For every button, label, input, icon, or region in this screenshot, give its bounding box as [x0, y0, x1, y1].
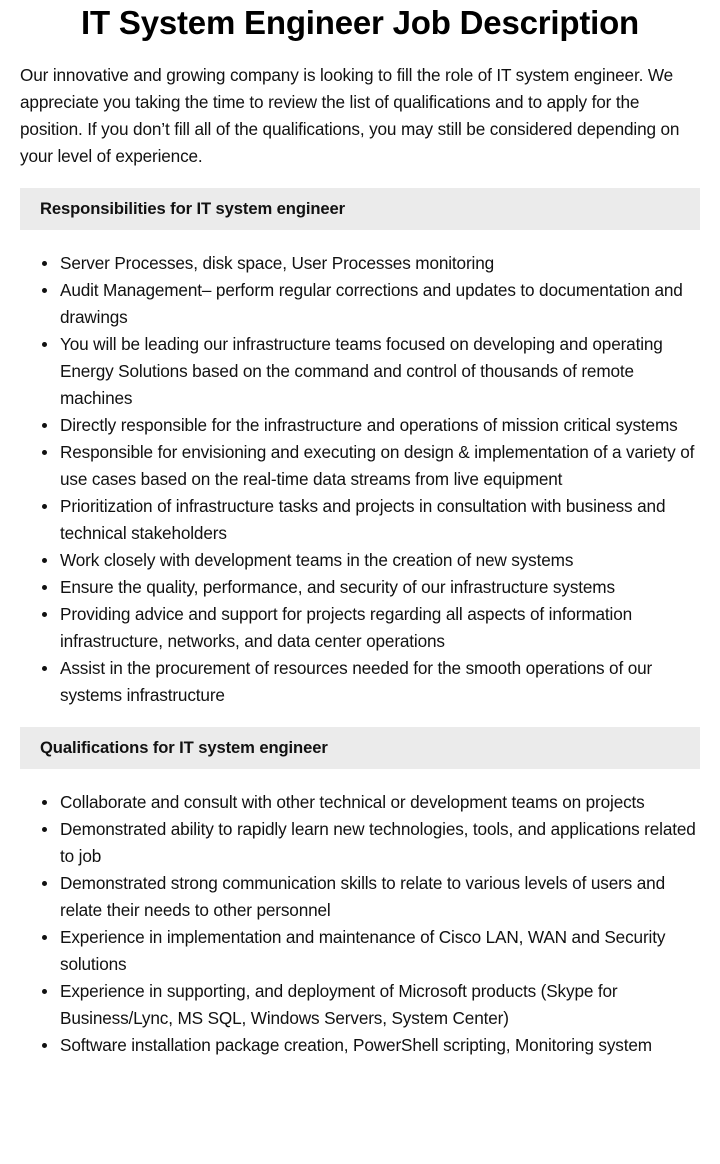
- bullet-icon: [42, 450, 47, 455]
- responsibilities-list: [20, 250, 700, 709]
- bullet-icon: [42, 423, 47, 428]
- bullet-icon: [42, 881, 47, 886]
- bullet-icon: [42, 1043, 47, 1048]
- qualifications-header: [20, 727, 700, 769]
- list-item: Collaborate and consult with other technical or development teams on projects: [60, 789, 700, 816]
- list-item: Responsible for envisioning and executing on design & implementation of a variety of use cases based on the real-time data streams from live equipment: [60, 439, 700, 493]
- list-item: Prioritization of infrastructure tasks and projects in consultation with business and technical stakeholders: [60, 493, 700, 547]
- list-item: Experience in supporting, and deployment of Microsoft products (Skype for Business/Lync, MS SQL, Windows Servers, System Center): [60, 978, 700, 1032]
- list-item: Directly responsible for the infrastructure and operations of mission critical systems: [60, 412, 700, 439]
- list-item: Assist in the procurement of resources needed for the smooth operations of our systems infrastructure: [60, 655, 700, 709]
- list-item: Server Processes, disk space, User Processes monitoring: [60, 250, 700, 277]
- list-item: Experience in implementation and maintenance of Cisco LAN, WAN and Security solutions: [60, 924, 700, 978]
- list-item: Software installation package creation, PowerShell scripting, Monitoring system: [60, 1032, 700, 1059]
- list-item: Audit Management– perform regular corrections and updates to documentation and drawings: [60, 277, 700, 331]
- bullet-icon: [42, 666, 47, 671]
- bullet-icon: [42, 558, 47, 563]
- list-item: Work closely with development teams in the creation of new systems: [60, 547, 700, 574]
- bullet-icon: [42, 288, 47, 293]
- bullet-icon: [42, 935, 47, 940]
- intro-paragraph: Our innovative and growing company is looking to fill the role of IT system engineer. We appreciate you taking the time to review the list of qualifications and to apply for the position. If you don’t fill all of the qualifications, you may still be considered depending on your level of experience.: [20, 65, 680, 166]
- bullet-icon: [42, 261, 47, 266]
- list-item: Demonstrated strong communication skills to relate to various levels of users and relate their needs to other personnel: [60, 870, 700, 924]
- page-title: IT System Engineer Job Description: [80, 4, 639, 41]
- bullet-icon: [42, 342, 47, 347]
- bullet-icon: [42, 504, 47, 509]
- list-item: You will be leading our infrastructure teams focused on developing and operating Energy Solutions based on the command and control of thousands of remote machines: [60, 331, 700, 412]
- list-item: Demonstrated ability to rapidly learn new technologies, tools, and applications related to job: [60, 816, 700, 870]
- responsibilities-header: [20, 188, 700, 230]
- bullet-icon: [42, 800, 47, 805]
- bullet-icon: [42, 612, 47, 617]
- bullet-icon: [42, 827, 47, 832]
- list-item: Providing advice and support for projects regarding all aspects of information infrastructure, networks, and data center operations: [60, 601, 700, 655]
- qualifications-heading: Qualifications for IT system engineer: [40, 738, 328, 757]
- list-item: Ensure the quality, performance, and security of our infrastructure systems: [60, 574, 700, 601]
- bullet-icon: [42, 585, 47, 590]
- qualifications-list: [20, 789, 700, 1059]
- responsibilities-heading: Responsibilities for IT system engineer: [40, 199, 346, 218]
- bullet-icon: [42, 989, 47, 994]
